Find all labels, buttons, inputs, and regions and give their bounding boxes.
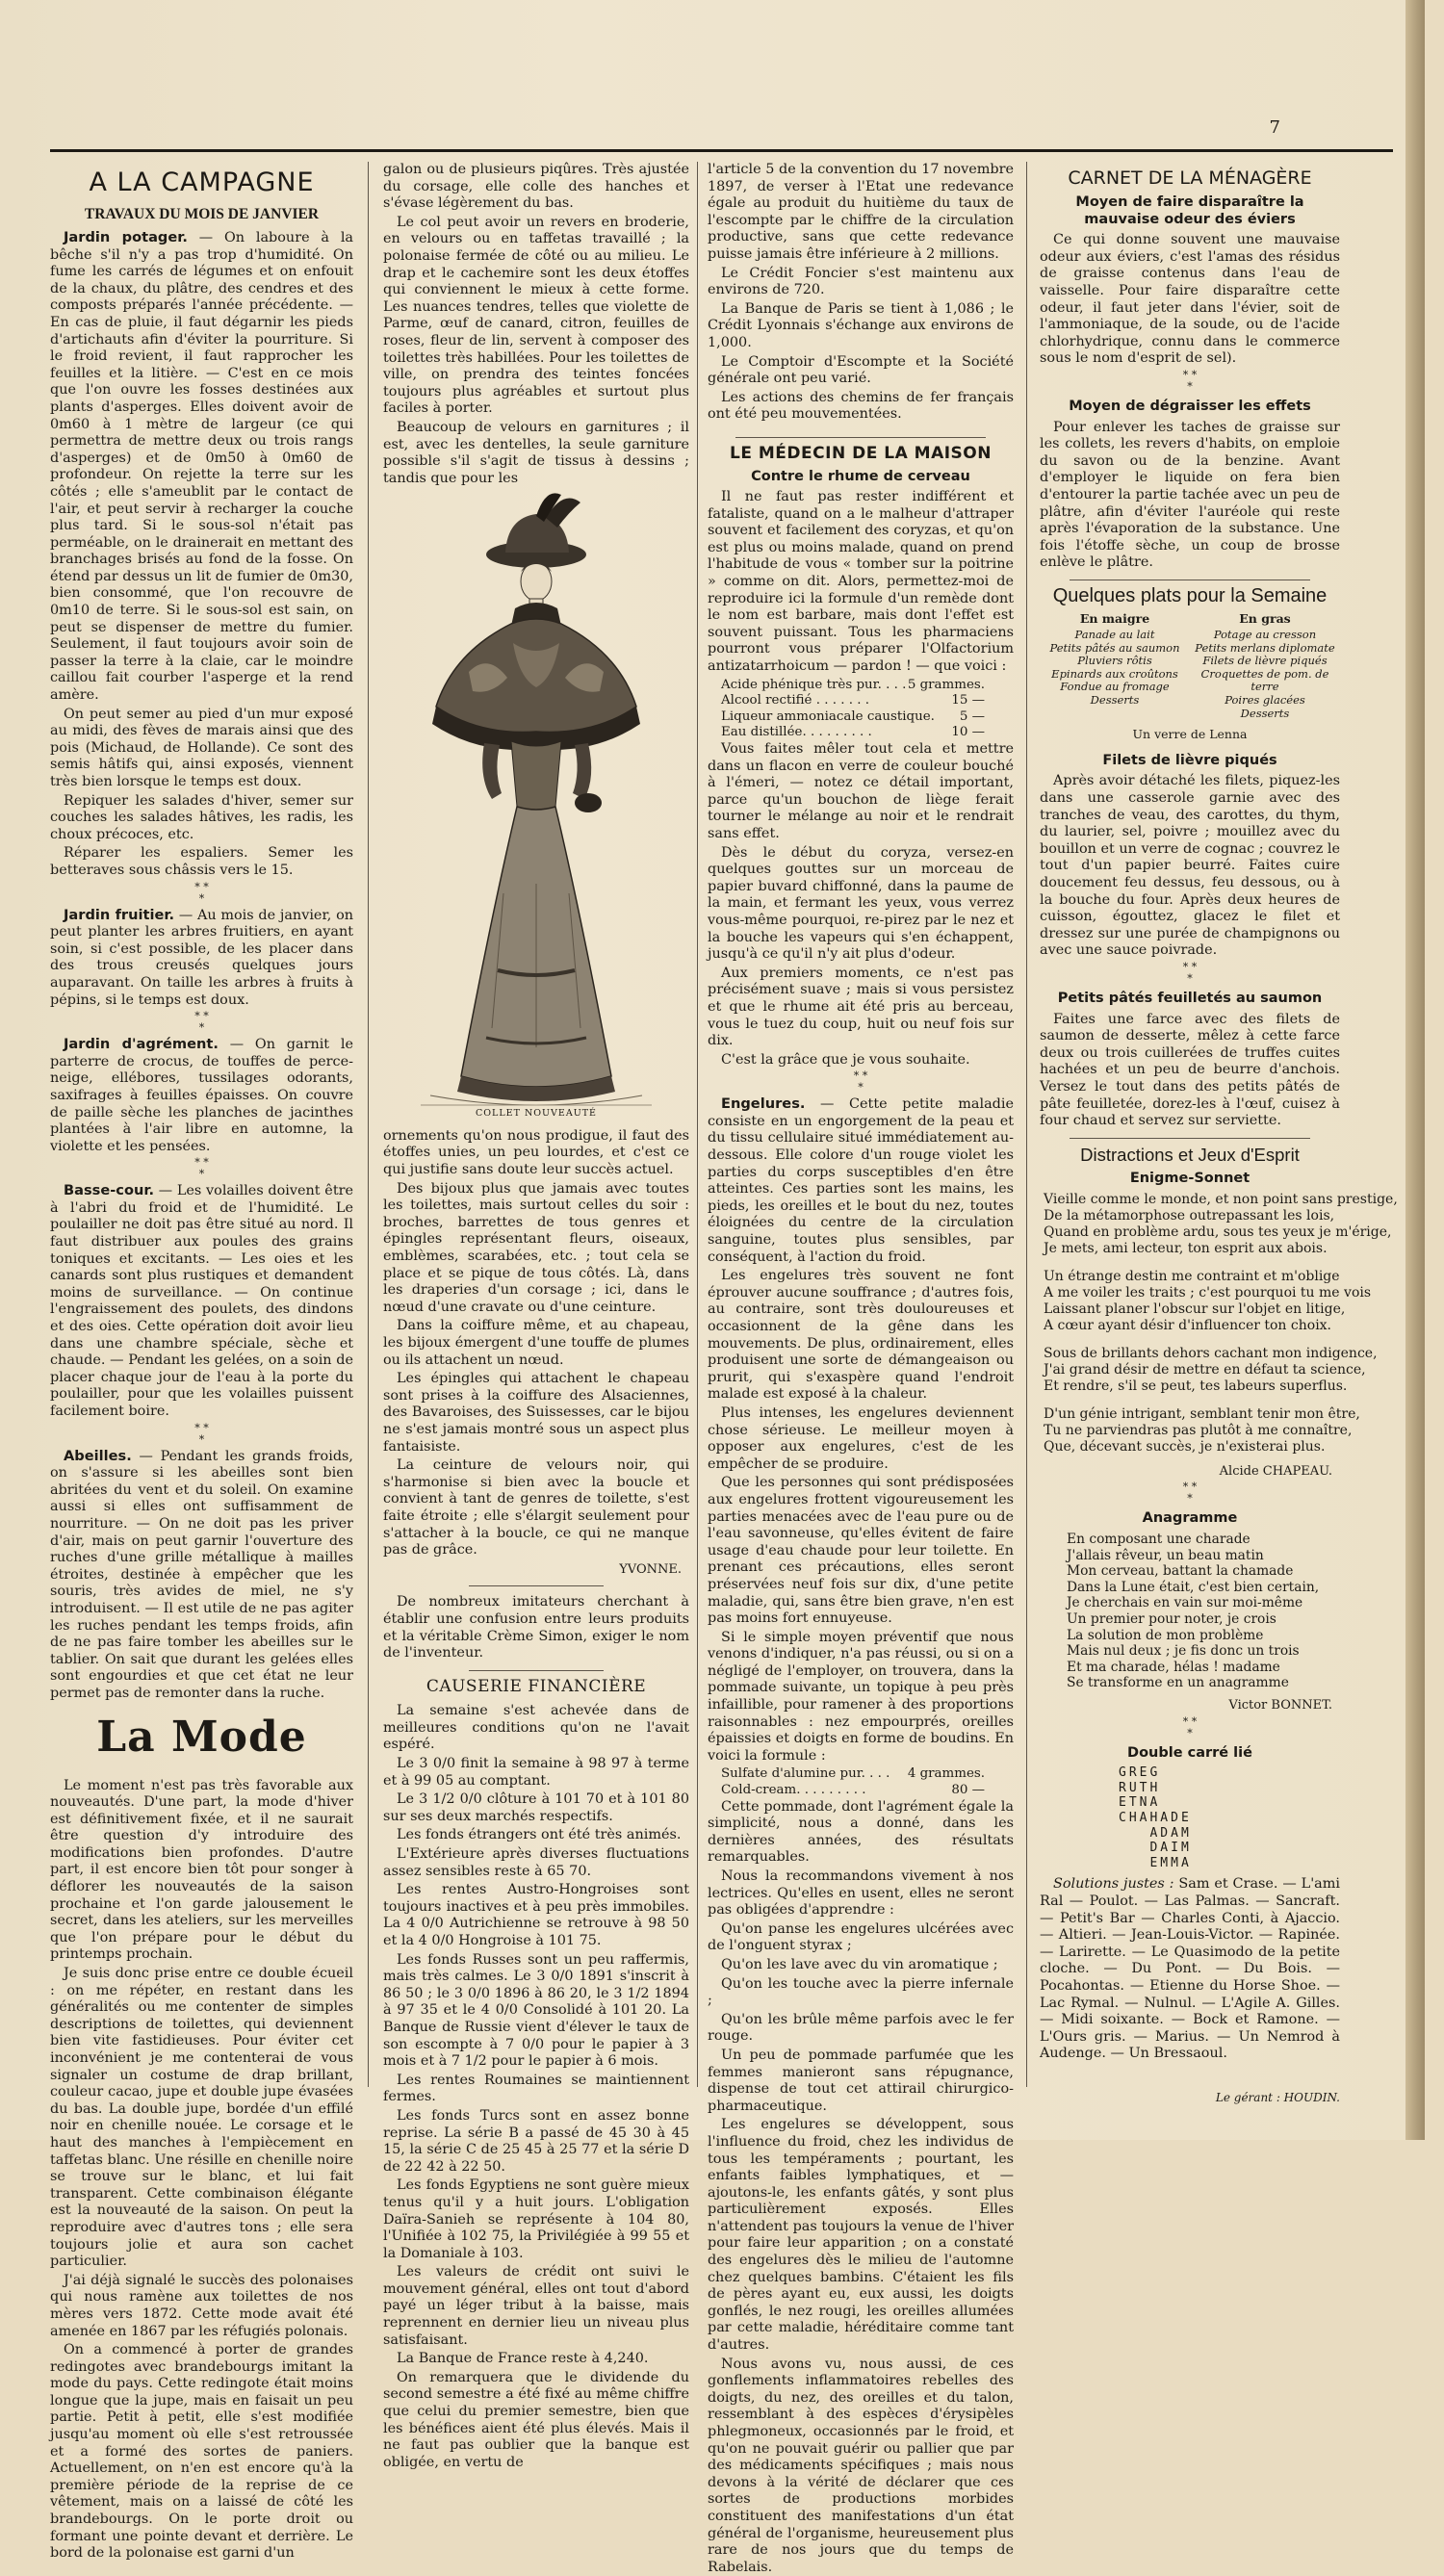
separator: * * *: [194, 1156, 209, 1181]
column-rule: [697, 162, 698, 2087]
paragraph: Jardin fruitier. — Au mois de janvier, on peut planter les arbres fruitiers, en ayant soin, si c'est possible, de les placer dans des trous creusés quelques jours auparavant. On taille les arbres à fruits à pépins, si le temps est doux.: [50, 906, 354, 1008]
paragraph: Le col peut avoir un revers en broderie, en velours ou en taffetas travaillé ; la polonaise fermée de côté ou au milieu. Le drap et le cachemire sont les deux étoffes qui conviennent le mieux à cette forme. Les nuances tendres, telles que violette de Parme, œuf de canard, citron, feuilles de roses, fleur de lin, servent à composer des toilettes très habillées. Pour les toilettes de ville, on prendra des teintes foncées toujours plus agréables et surtout plus faciles à porter.: [383, 214, 689, 417]
paragraph: ornements qu'on nous prodigue, il faut des étoffes unies, un peu lourdes, et c'est ce qui justifie sans doute leur succès actuel.: [383, 1127, 689, 1178]
prescription: [708, 678, 1014, 741]
prescription-line: Cold-cream. . . . . . . . . 80 —: [721, 1783, 985, 1798]
paragraph: Après avoir détaché les filets, piquez-les dans une casserole garnie avec des tranches de veau, des carottes, du thym, du laurier, sel, poivre ; mouillez avec du bouillon et un verre de cognac ; couvrez le tout d'un papier beurré. Faites cuire doucement feu dessus, feu dessous, ou à la bouche du four. Après deux heures de cuisson, égouttez, glacez le filet et dressez sur une purée de champignons ou avec une sauce poivrade.: [1040, 773, 1340, 959]
paragraph: Les valeurs de crédit ont suivi le mouvement général, elles ont tout d'abord payé un léger tribut à la baisse, mais reprennent en dernier lieu un niveau plus satisfaisant.: [383, 2264, 689, 2348]
column-3: [708, 162, 1014, 2575]
paragraph: Dès le début du coryza, versez-en quelques gouttes sur un morceau de papier buvard chiffonné, dans la paume de la main, et fermant les yeux, vous verrez vous-même pourquoi, re-pirez par le nez et la bouche les vapeurs qui s'en échappent, jusqu'à ce qu'il n'y ait plus d'odeur.: [708, 844, 1014, 963]
paragraph: Ce qui donne souvent une mauvaise odeur aux éviers, c'est l'amas des résidus de graisse contenus dans l'eau de vaisselle. Pour faire disparaître cette odeur, il faut jeter dans l'évier, soit de l'ammoniaque, de la soude, ou de l'acide chlorhydrique, connu dans le commerce sous le nom d'esprit de sel).: [1040, 232, 1340, 367]
paragraph: Jardin d'agrément. — On garnit le parterre de crocus, de touffes de perce-neige, ellébores, tussilages odorants, saxifrages à feuilles épaisses. On couvre de paille sèche les planches de jacinthes plantées à l'air libre en automne, la violette et les pensées.: [50, 1036, 354, 1154]
paragraph: Un peu de pommade parfumée que les femmes manieront sans répugnance, dispense de tout cet attirail chirurgico-pharmaceutique.: [708, 2047, 1014, 2114]
paragraph: Les fonds Egyptiens ne sont guère mieux tenus qu'il y a huit jours. L'obligation Daïra-Sanieh se représente à 104 80, l'Unifiée à 102 75, la Privilégiée à 99 55 et la Domaniale à 103.: [383, 2177, 689, 2261]
signature: Alcide CHAPEAU.: [1219, 1463, 1332, 1479]
separator: * * *: [1182, 368, 1198, 393]
prescription-line: Alcool rectifié . . . . . . . 15 —: [721, 693, 985, 708]
paragraph: Dans la coiffure même, et au chapeau, les bijoux émergent d'une touffe de plumes ou ils attachent un nœud.: [383, 1318, 689, 1368]
paragraph: Le 3 1/2 0/0 clôture à 101 70 et à 101 80 sur ses deux marchés respectifs.: [383, 1791, 689, 1824]
paragraph: Si le simple moyen préventif que nous venons d'indiquer, n'a pas réussi, ou si on a négligé de l'employer, on trouvera, dans la pommade suivante, un topique à peu près infaillible, pour ramener à des proportions raisonnables : nez empourprés, oreilles épaissies et doigts en forme de boudins. En voici la formule :: [708, 1629, 1014, 1764]
paragraph: La semaine s'est achevée dans de meilleures conditions qu'on ne l'avait espéré.: [383, 1703, 689, 1753]
menu-footer: Un verre de Lenna: [1132, 727, 1248, 742]
subtitle-rhume: Contre le rhume de cerveau: [751, 468, 970, 484]
subtitle-enigme: Enigme-Sonnet: [1129, 1171, 1251, 1187]
paragraph: Jardin potager. — On laboure à la bêche s'il n'y a pas trop d'humidité. On fume les carrés de légumes et on enfouit de la chaux, du plâtre, des cendres et des composts préparés l'année précédente. — En cas de pluie, il faut dégarnir les pieds d'artichauts afin d'éviter la pourriture. Si le froid revient, il faut rapprocher les feuilles et la litière. — C'est en ce mois que l'on ouvre les fosses destinées aux plants d'asperges. Elles doivent avoir de 0m60 à 1 mètre de largeur (ce qui permettra de mettre deux ou trois rangs d'asperges) et de 0m50 à 0m60 de profondeur. On rejette la terre sur les côtés ; elle s'ameublit par le contact de l'air, et peut servir à recharger la couche plus tard. Si le sous-sol n'était pas perméable, on le drainerait en mettant des branchages brisés au fond de la fosse. On étend par dessus un lit de fumier de 0m30, bien consommé, que l'on recouvre de 0m10 de terre. Si le sous-sol est sain, on peut se dispenser de mettre du fumier. Seulement, il faut toujours avoir soin de passer la terre à la claie, car le moindre caillou fait courber l'asperge et la rend amère.: [50, 229, 353, 704]
section-title-plats: Quelques plats pour la Semaine: [1052, 584, 1328, 606]
subtitle-pates: Petits pâtés feuilletés au saumon: [1057, 990, 1323, 1006]
divider: [469, 1670, 604, 1671]
paragraph: On a commencé à porter de grandes redingotes avec brandebourgs imitant la mode du pays. Cette redingote était moins longue que la jupe, mais en faisait un peu partie. Petit à petit, elle s'est modifiée jusqu'au moment où elle s'est retroussée et a formé des sortes de paniers. Actuellement, on n'en est encore qu'à la première période de la reprise de ce vêtement, mais on a laissé de côté les brandebourgs. On le porte droit ou formant une pointe devant et derrière. Le bord de la polonaise est garni d'un: [50, 2342, 353, 2562]
paragraph: Le Comptoir d'Escompte et la Société générale ont peu varié.: [708, 353, 1014, 387]
paragraph: Pour enlever les taches de graisse sur les collets, les revers d'habits, on emploie du savon ou de la benzine. Avant d'employer le liquide on fera bien d'entourer la partie tachée avec un peu de plâtre, afin d'éviter l'auréole qui reste après l'évaporation de la substance. Une fois l'étoffe sèche, un coup de brosse enlève le plâtre.: [1040, 419, 1340, 571]
paragraph: La Banque de Paris se tient à 1,086 ; le Crédit Lyonnais s'échange aux environs de 1,000.: [708, 300, 1014, 350]
separator: * * *: [194, 1421, 209, 1446]
section-title-campagne: A LA CAMPAGNE: [89, 167, 315, 197]
top-rule: [50, 149, 1393, 152]
paragraph: J'ai déjà signalé le succès des polonaises qui nous ramène aux toilettes de nos mères vers 1872. Cette mode avait été amenée en 1867 par les réfugiés polonais.: [50, 2272, 353, 2339]
separator: * * *: [194, 1010, 209, 1035]
subtitle-travaux: TRAVAUX DU MOIS DE JANVIER: [84, 206, 320, 222]
separator: * * *: [1182, 1714, 1198, 1739]
paragraph: Vous faites mêler tout cela et mettre dans un flacon en verre de couleur bouché à l'émeri, — notez ce détail important, parce qu'un bouchon de liège ferait tourner le mélange au noir et le rendrait sans effet.: [708, 741, 1014, 841]
divider: [1070, 1138, 1310, 1139]
paragraph: Les actions des chemins de fer français ont été peu mouvementées.: [708, 389, 1014, 423]
section-title-financiere: CAUSERIE FINANCIÈRE: [425, 1676, 647, 1696]
paragraph: Qu'on les touche avec la pierre infernale ;: [708, 1975, 1014, 2009]
section-title-carnet: CARNET DE LA MÉNAGÈRE: [1068, 167, 1312, 189]
separator: * * *: [853, 1069, 868, 1095]
paragraph: Nous avons vu, nous aussi, de ces gonflements inflammatoires rebelles des doigts, du nez, des oreilles et du talon, ressemblant à des espèces d'érysipèles phlegmoneux, occasionnés par le froid, et qu'on ne pouvait guérir ou pallier que par des médicaments spécifiques ; mais nous devons à la vérité de déclarer que ces sortes de productions morbides constituent des manifestations d'un état général de l'organisme, heureusement plus rare de nos jours que du temps de Rabelais.: [708, 2356, 1014, 2575]
paragraph: La Banque de France reste à 4,240.: [397, 2351, 649, 2367]
subtitle-lievre: Filets de lièvre piqués: [1102, 752, 1277, 768]
paragraph: Les engelures se développent, sous l'influence du froid, chez les individus de tous les tempéraments ; pourtant, les enfants faibles lymphatiques, et — ajoutons-le, les enfants gâtés, y sont plus particulièrement exposés. Elles n'attendent pas toujours la venue de l'hiver pour faire leur apparition ; on a constaté des engelures dès le milieu de l'automne chez quelques bambins. C'étaient les fils de pères ayant eu, eux aussi, les doigts gonflés, le nez rougi, les oreilles allumées par cette maladie, héréditaire comme tant d'autres.: [708, 2117, 1014, 2354]
column-4: [1040, 162, 1398, 2104]
paragraph: C'est la grâce que je vous souhaite.: [721, 1051, 970, 1068]
paragraph: On peut semer au pied d'un mur exposé au midi, des fèves de marais ainsi que des pois (Michaud, de Hollande). Ce sont des semis hâtifs qui, ainsi exposés, viennent très bien lorsque le temps est doux.: [50, 706, 353, 789]
sonnet: Vieille comme le monde, et non point sans prestige, De la métamorphose outrepassant les lois, Quand en problème ardu, sous tes yeux je m'érige, Je mets, ami lecteur, ton esprit aux abois. Un étrange destin me contraint et m'oblige A me voiler les traits ; c'est pourquoi tu me vois Laissant planer l'obscur sur l'objet en litige, A cœur ayant désir d'influencer ton choix. Sous de brillants dehors cachant mon indigence, J'ai grand désir de mettre en défaut ta science, Et rendre, s'il se peut, tes labeurs superflus. D'un génie intrigant, semblant tenir mon être, Tu ne parviendras pas plutôt à me connaître, Que, décevant succès, je n'existerai plus.: [1044, 1191, 1398, 1455]
prescription-line: Acide phénique très pur. . . . 5 grammes.: [721, 677, 985, 692]
section-title-mode: La Mode: [96, 1712, 307, 1762]
paragraph: L'Extérieure après diverses fluctuations assez sensibles reste à 65 70.: [383, 1846, 689, 1879]
paragraph: Faites une farce avec des filets de saumon de desserte, mêlez à cette farce deux ou trois cuillerées de truffes cuites hachées et un peu de beurre d'anchois. Versez le tout dans des petits pâtés de pâte feuilletée, dorez-les à l'œuf, cuisez à four chaud et servez sur serviette.: [1040, 1011, 1340, 1129]
separator: * * *: [1182, 960, 1198, 985]
paragraph: Aux premiers moments, ce n'est pas précisément suave ; mais si vous persistez et que le rhume ait été pris au berceau, vous le tuez du coup, huit ou neuf fois sur dix.: [708, 965, 1014, 1049]
paragraph: Les rentes Roumaines se maintiennent fermes.: [383, 2072, 689, 2105]
fashion-illustration: [392, 489, 681, 1105]
paragraph: Des bijoux plus que jamais avec toutes les toilettes, mais surtout celles du soir : broches, barrettes de tous genres et épingles représentant fleurs, oiseaux, emblèmes, scarabées, etc. ; tout cela se place et se pique de tous côtés. Là, dans les draperies d'un corsage ; ici, dans le nœud d'une cravate ou d'une ceinture.: [383, 1180, 689, 1315]
paragraph: Beaucoup de velours en garnitures ; il est, avec les dentelles, la seule garniture possible s'il s'agit de tissus à dessins ; tandis que pour les: [383, 419, 689, 486]
paragraph: Basse-cour. — Les volailles doivent être à l'abri du froid et de l'humidité. Le poulailler ne doit pas être situé au nord. Il faut distribuer aux poules des grains toniques et excitants. — Les oies et les canards sont plus rustiques et demandent moins de surveillance. — On continue l'engraissement des poulets, des dindons et des oies. Cette opération doit avoir lieu dans une chambre spéciale, sèche et chaude. — Pendant les gelées, on a soin de placer chaque jour de l'eau à la porte du poulailler, pour que les volailles puissent facilement boire.: [50, 1182, 354, 1419]
column-2: [383, 162, 689, 2470]
prescription-line: Eau distillée. . . . . . . . . 10 —: [721, 725, 985, 740]
menu-maigre: En maigre Panade au lait Petits pâtés au saumon Pluviers rôtis Epinards aux croûtons Fondue au fromage Desserts: [1049, 611, 1180, 708]
divider: [735, 437, 986, 438]
paragraph: Le 3 0/0 finit la semaine à 98 97 à terme et à 99 05 au comptant.: [383, 1756, 689, 1789]
paragraph: Les fonds Turcs sont en assez bonne reprise. La série B a passé de 45 30 à 45 15, la série C de 25 45 à 25 77 et la série D de 22 42 à 22 50.: [383, 2107, 689, 2175]
weekly-menu: [1040, 612, 1340, 720]
menu-gras: En gras Potage au cresson Petits merlans diplomate Filets de lièvre piqués Croquettes de pom. de terre Poires glacées Desserts: [1195, 611, 1335, 720]
column-rule: [1026, 162, 1027, 2087]
paragraph: l'article 5 de la convention du 17 novembre 1897, de verser à l'Etat une redevance égale au produit du huitième du taux de l'escompte par le chiffre de la circulation productive, sans que cette redevance puisse jamais être inférieure à 2 millions.: [708, 162, 1014, 262]
separator: * * *: [1182, 1481, 1198, 1506]
paragraph: Les fonds étrangers ont été très animés.: [397, 1827, 682, 1843]
figure-caption: COLLET NOUVEAUTÉ: [475, 1108, 597, 1120]
paragraph: Nous la recommandons vivement à nos lectrices. Qu'elles en usent, elles ne seront pas obligées d'apprendre :: [708, 1868, 1014, 1919]
subtitle-carre: Double carré lié: [1127, 1744, 1252, 1761]
section-title-medecin: LE MÉDECIN DE LA MAISON: [730, 443, 992, 463]
signature: YVONNE.: [619, 1561, 682, 1577]
page-number: 7: [1269, 117, 1280, 138]
paragraph: Les rentes Austro-Hongroises sont toujours inactives et à peu près immobiles. La 4 0/0 Autrichienne se retrouve à 98 50 et la 4 0/0 Hongroise à 101 75.: [383, 1882, 689, 1948]
divider: [469, 1585, 604, 1586]
word-square: GREG RUTH ETNA CHAHADE ADAM DAIM EMMA: [1119, 1765, 1192, 1870]
paragraph: Les épingles qui attachent le chapeau sont prises à la coiffure des Alsaciennes, des Bavaroises, des Suissesses, car le bijou ne s'est jamais montré sous un aspect plus fantaisiste.: [383, 1371, 689, 1455]
prescription: [708, 1766, 1014, 1798]
anagramme-poem: En composant une charade J'allais rêveur, un beau matin Mon cerveau, battant la chamade Dans la Lune était, c'est bien certain, Je cherchais en vain sur moi-même Un premier pour noter, je crois La solution de mon problème Mais nul deux ; je fis donc un trois Et ma charade, hélas ! madame Se transforme en un anagramme: [1067, 1532, 1320, 1691]
prescription-line: Sulfate d'alumine pur. . . . 4 grammes.: [721, 1766, 985, 1782]
paragraph: Réparer les espaliers. Semer les betteraves sous châssis vers le 15.: [50, 845, 353, 878]
paragraph: Qu'on les lave avec du vin aromatique ;: [721, 1956, 998, 1972]
paragraph: De nombreux imitateurs cherchant à établir une confusion entre leurs produits et la véritable Crème Simon, exiger le nom de l'inventeur.: [383, 1594, 689, 1662]
paragraph: Le moment n'est pas très favorable aux nouveautés. D'une part, la mode d'hiver est définitivement fixée, et il ne saurait être question d'y introduire des modifications bien profondes. D'autre part, il est encore bien tôt pour songer à déflorer les nouveautés de la saison prochaine et l'on garde jalousement le secret, dans les ateliers, sur les merveilles que l'on prépare pour le début du printemps prochain.: [50, 1777, 353, 1963]
paragraph: galon ou de plusieurs piqûres. Très ajustée du corsage, elle colle des hanches et s'évase légèrement du bas.: [383, 162, 689, 212]
paragraph: Qu'on les brûle même parfois avec le fer rouge.: [708, 2011, 1014, 2045]
paragraph: Les fonds Russes sont un peu raffermis, mais très calmes. Le 3 0/0 1891 s'inscrit à 86 50 ; le 3 0/0 1896 à 86 20, le 3 1/2 1894 à 97 35 et le 4 0/0 Consolidé à 101 20. La Banque de Russie vient d'élever le taux de son escompte à 7 0/0 pour le papier à 3 mois et à 7 1/2 pour le papier à 6 mois.: [383, 1951, 689, 2070]
paragraph: Solutions justes : Sam et Crase. — L'ami Ral — Poulot. — Las Palmas. — Sancraft. — Petit's Bar — Charles Conti, à Ajaccio. — Altieri. — Jean-Louis-Victor. — Rapinée. — Larirette. — Le Quasimodo de la petite cloche. — Du Pont. — Du Bois. — Pocahontas. — Etienne du Horse Shoe. — Lac Rymal. — Nulnul. — L'Agile A. Gilles. — Midi soixante. — Bock et Ramone. — L'Ours gris. — Marius. — Un Nemrod à Audenge. — Un Bressaoul.: [1040, 1876, 1340, 2062]
paragraph: Repiquer les salades d'hiver, semer sur couches les salades hâtives, les radis, les choux précoces, etc.: [50, 792, 353, 842]
subtitle-odeur: Moyen de faire disparaître la mauvaise odeur des éviers: [1075, 194, 1304, 227]
paragraph: La ceinture de velours noir, qui s'harmonise si bien avec la boucle et convient à tant de genres de toilette, s'est faite étroite ; elle s'élargit seulement pour s'attacher à la boucle, ce qui ne manque pas de grâce.: [383, 1457, 689, 1558]
column-rule: [368, 162, 369, 2087]
page-edge: [1405, 0, 1425, 2140]
paragraph: Cette pommade, dont l'agrément égale la simplicité, nous a donné, dans les dernières années, des résultats remarquables.: [708, 1798, 1014, 1866]
section-title-jeux: Distractions et Jeux d'Esprit: [1080, 1144, 1300, 1165]
separator: * * *: [194, 880, 209, 905]
paragraph: Le Crédit Foncier s'est maintenu aux environs de 720.: [708, 265, 1014, 298]
paragraph: Que les personnes qui sont prédisposées aux engelures frottent vigoureusement les parties menacées avec de l'eau pure ou de l'eau savonneuse, qu'elles évitent de faire usage d'eau chaude pour leur toilette. En prenant ces précautions, elles seront préservées neuf fois sur dix, d'une petite maladie, qui, sans être bien grave, n'en est pas moins fort ennuyeuse.: [708, 1475, 1014, 1627]
paragraph: Les engelures très souvent ne font éprouver aucune souffrance ; d'autres fois, au contraire, sont très douloureuses et occasionnent de la gêne dans les mouvements. De plus, ordinairement, elles produisent une sorte de démangeaison ou prurit, qui s'exaspère quand l'endroit malade est exposé à la chaleur.: [708, 1268, 1014, 1403]
paragraph: Qu'on panse les engelures ulcérées avec de l'onguent styrax ;: [708, 1920, 1014, 1954]
column-1: [50, 162, 354, 2562]
paragraph: Engelures. — Cette petite maladie consiste en un engorgement de la peau et du tissu cellulaire situé immédiatement au-dessous. Elle colore d'un rouge violet les parties du corps susceptibles d'en être atteintes. Ces parties sont les mains, les pieds, les oreilles et le bout du nez, toutes éloignées du centre de la circulation sanguine, toutes plus sensibles, par conséquent, à l'action du froid.: [708, 1095, 1014, 1265]
paragraph: Il ne faut pas rester indifférent et fataliste, quand on a le malheur d'attraper souvent et facilement des coryzas, et qu'on est plus ou moins malade, quand on prend l'habitude de vous « tomber sur la poitrine » comme on dit. Alors, permettez-moi de reproduire ici la formule d'un remède dont le nom est barbare, mais dont l'effet est souvent puissant. Tous les pharmaciens pourront vous préparer l'Olfactorium antizatarrhoicum — pardon ! — que voici :: [708, 489, 1014, 675]
subtitle-degraisser: Moyen de dégraisser les effets: [1069, 398, 1311, 414]
signature: Victor BONNET.: [1228, 1698, 1332, 1713]
paragraph: On remarquera que le dividende du second semestre a été fixé au même chiffre que celui du premier semestre, bien que les bénéfices aient été plus élevés. Mais il ne faut pas oublier que la banque est obligée, en vertu de: [383, 2369, 689, 2470]
prescription-line: Liqueur ammoniacale caustique. 5 —: [721, 708, 985, 724]
gerant-line: Le gérant : HOUDIN.: [1215, 2090, 1340, 2104]
subtitle-anagramme: Anagramme: [1142, 1510, 1238, 1527]
paragraph: Abeilles. — Pendant les grands froids, on s'assure si les abeilles sont bien abritées du vent et du soleil. On examine aussi si elles ont suffisamment de nourriture. — On ne doit pas les priver d'air, mais on peut garnir l'ouverture des ruches d'une grille métallique à mailles étroites, destinée à empêcher que les souris, très avides de miel, ne s'y introduisent. — Il est utile de ne pas agiter les ruches pendant les temps froids, afin de ne pas faire tomber les abeilles sur le tablier. On sait que durant les gelées elles sont engourdies et que cet état ne leur permet pas de remonter dans la ruche.: [50, 1447, 353, 1701]
paragraph: Plus intenses, les engelures deviennent chose sérieuse. Le meilleur moyen à opposer aux engelures, c'est de les empêcher de se produire.: [708, 1404, 1014, 1472]
paragraph: Je suis donc prise entre ce double écueil : on me répéter, en restant dans les généralités ou me contenter de simples descriptions de toilettes, qui deviennent bien vite fastidieuses. Pour éviter cet inconvénient je me contenterai de vous signaler un costume de drap brillant, couleur cacao, jupe et double jupe évasées du bas. La double jupe, bordée d'un effilé noir en chenille nouée. Le corsage et le haut des manches à l'empiècement en taffetas blanc. Une résille en chenille noire se trouve sur le blanc, et lui fait transparent. Cette combinaison élégante est la nouveauté de la saison. On peut la reproduire avec d'autres tons ; elle sera toujours jolie et aura son cachet particulier.: [50, 1966, 353, 2270]
